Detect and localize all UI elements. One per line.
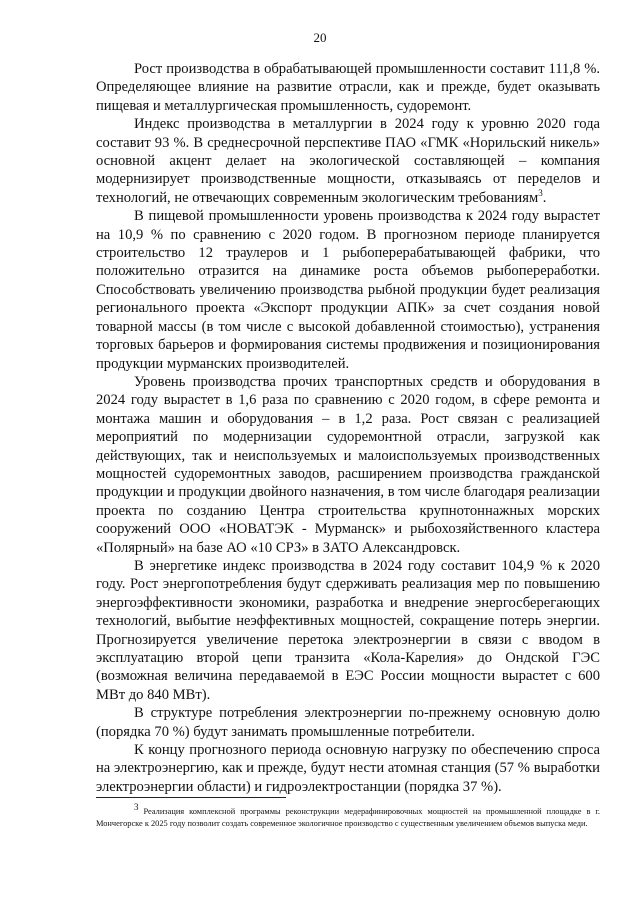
paragraph-metallurgy (96, 115, 600, 207)
paragraph-text: В структуре потребления электроэнергии по-прежнему основную долю (порядка 70 %) будут занимать промышленные потребители. (96, 705, 600, 740)
paragraph-manufacturing (96, 60, 600, 115)
paragraph-text: К концу прогнозного периода основную нагрузку по обеспечению спроса на электроэнергию, как и прежде, будут нести атомная станция (57 % выработки электроэнергии области) и гидроэлектростанции (порядка 37 %). (96, 742, 600, 795)
paragraph-energy (96, 557, 600, 704)
paragraph-text: Индекс производства в металлургии в 2024 году к уровню 2020 года составит 93 %. В среднесрочной перспективе ПАО «ГМК «Норильский никель» основной акцент делает на экологической составляющей – компания модернизирует производственные мощности, отказываясь от переделов и технологий, не отвечающих современным экологическим требованиям (96, 116, 600, 206)
paragraph-text: Рост производства в обрабатывающей промышленности составит 111,8 %. Определяющее влияние на развитие отрасли, как и прежде, будет оказывать пищевая и металлургическая промышленность, судоремонт. (96, 61, 600, 114)
paragraph-food-industry (96, 207, 600, 373)
page-number: 20 (313, 30, 327, 45)
body-text (96, 60, 600, 796)
paragraph-text: Уровень производства прочих транспортных средств и оборудования в 2024 году вырастет в 1,6 раза по сравнению с 2020 годом, в сфере ремонта и монтажа машин и оборудования – в 1,2 раза. Рост связан с реализацией мероприятий по модернизации судоремонтной отрасли, загрузкой как действующих, так и неиспользуемых и малоиспользуемых производственных мощностей судоремонтных заводов, расширением производства гражданской продукции и продукции двойного назначения, в том числе благодаря реализации проекта по созданию Центра строительства крупнотоннажных морских сооружений ООО «НОВАТЭК - Мурманск» и рыбохозяйственного кластера «Полярный» на базе АО «10 СРЗ» в ЗАТО Александровск. (96, 373, 600, 556)
paragraph-transport-equipment (96, 373, 600, 557)
paragraph-consumption-structure (96, 704, 600, 741)
footnote-text: Реализация комплексной программы реконструкции медерафинировочных мощностей на промышленной площадке в г. Мончегорске к 2025 году позволит создать современное экологичное производство с существенным увеличением объемов выпуска меди. (96, 807, 600, 828)
paragraph-text: В пищевой промышленности уровень производства к 2024 году вырастет на 10,9 % по сравнению с 2020 годом. В прогнозном периоде планируется строительство 12 траулеров и 1 рыбоперерабатывающей фабрики, что положительно отразится на динамике роста объемов рыбопереработки. Способствовать увеличению производства рыбной продукции будет реализация регионального проекта «Экспорт продукции АПК» за счет создания новой товарной массы (в том числе с высокой добавленной стоимостью), устранения торговых барьеров и формирования системы продвижения и позиционирования продукции мурманских производителей. (96, 208, 600, 372)
paragraph-text: В энергетике индекс производства в 2024 году составит 104,9 % к 2020 году. Рост энергопотребления будут сдерживать реализация мер по повышению энергоэффективности экономики, разработка и внедрение энергосберегающих технологий, выбытие неэффективных мощностей, сокращение потерь энергии. Прогнозируется увеличение перетока электроэнергии в связи с вводом в эксплуатацию второй цепи транзита «Кола-Карелия» до Ондской ГЭС (возможная величина передаваемой в ЕЭС России мощности вырастет с 600 МВт до 840 МВт). (96, 557, 600, 703)
footnote (96, 802, 600, 829)
paragraph-generation (96, 741, 600, 796)
footnote-reference[interactable]: 3 (538, 187, 543, 198)
footnote-marker: 3 (134, 802, 139, 813)
paragraph-text-tail: . (542, 189, 547, 206)
footnote-divider (96, 797, 286, 798)
